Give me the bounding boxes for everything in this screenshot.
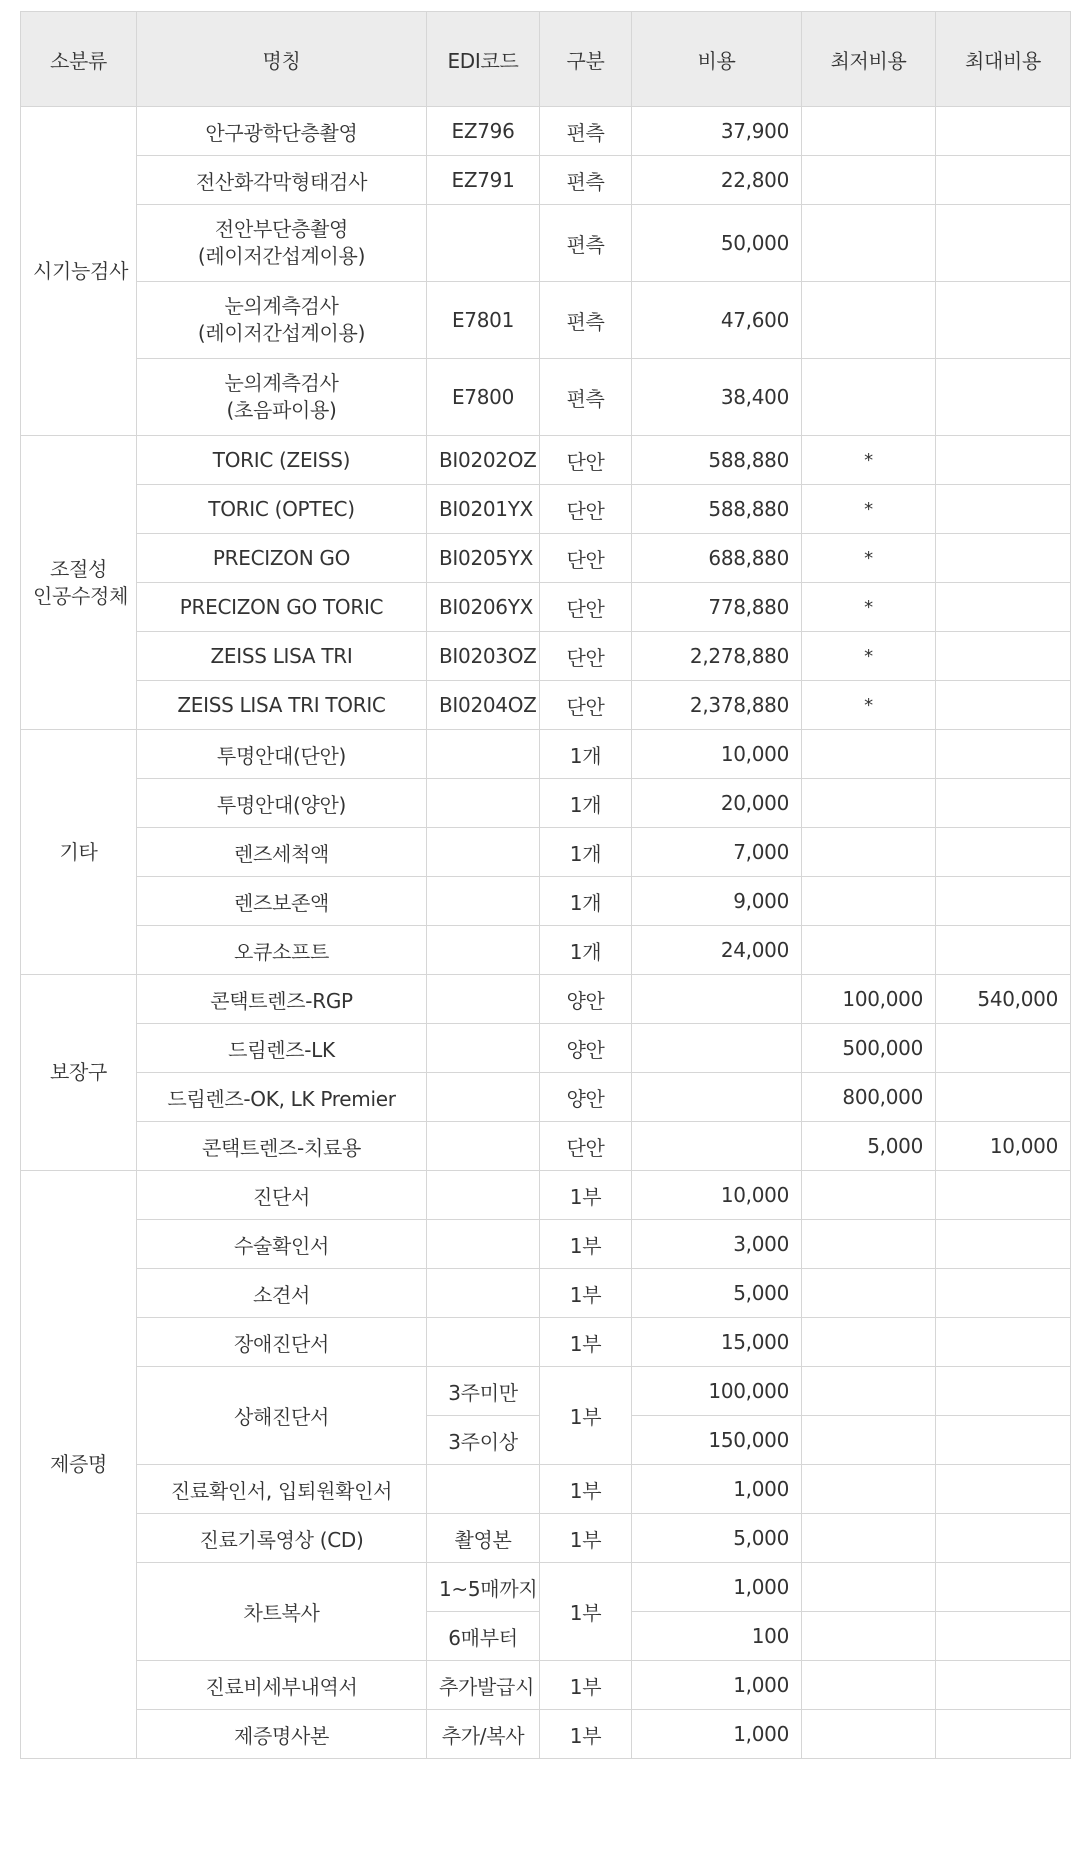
item-max-cost	[936, 1514, 1071, 1563]
item-cost: 1,000	[632, 1563, 802, 1612]
item-name-line2: (레이저간섭계이용)	[197, 321, 366, 345]
item-max-cost	[936, 282, 1071, 359]
item-min-cost	[802, 1269, 936, 1318]
item-name: 수술확인서	[137, 1220, 427, 1269]
item-max-cost: 10,000	[936, 1122, 1071, 1171]
category-toric-lens	[21, 436, 137, 730]
item-unit: 1부	[540, 1220, 632, 1269]
category-eye-exam: 시기능검사	[21, 107, 137, 436]
item-cost: 2,378,880	[632, 681, 802, 730]
item-max-cost	[936, 828, 1071, 877]
item-min-cost	[802, 1612, 936, 1661]
item-max-cost	[936, 1612, 1071, 1661]
item-cost: 1,000	[632, 1465, 802, 1514]
item-cost: 588,880	[632, 436, 802, 485]
item-cost: 778,880	[632, 583, 802, 632]
item-cost: 50,000	[632, 205, 802, 282]
item-max-cost	[936, 205, 1071, 282]
item-min-cost	[802, 828, 936, 877]
table-row	[21, 1465, 1071, 1514]
item-min-cost	[802, 1563, 936, 1612]
item-max-cost	[936, 1318, 1071, 1367]
item-cost: 688,880	[632, 534, 802, 583]
item-max-cost	[936, 926, 1071, 975]
item-max-cost	[936, 1710, 1071, 1759]
category-etc: 기타	[21, 730, 137, 975]
item-name	[137, 282, 427, 359]
item-unit: 편측	[540, 282, 632, 359]
table-row	[21, 877, 1071, 926]
item-min-cost	[802, 779, 936, 828]
table-row	[21, 1269, 1071, 1318]
header-max-cost: 최대비용	[936, 12, 1071, 107]
item-unit: 1개	[540, 877, 632, 926]
item-min-cost: *	[802, 485, 936, 534]
item-max-cost	[936, 1269, 1071, 1318]
item-name: 진료비세부내역서	[137, 1661, 427, 1710]
table-row	[21, 779, 1071, 828]
item-unit: 편측	[540, 359, 632, 436]
table-header	[21, 12, 1071, 107]
item-edi: BI0202OZ	[427, 436, 540, 485]
item-edi: EZ791	[427, 156, 540, 205]
item-name-line2: (초음파이용)	[226, 398, 337, 422]
item-edi	[427, 1024, 540, 1073]
item-unit: 1부	[540, 1269, 632, 1318]
item-max-cost	[936, 534, 1071, 583]
item-min-cost: 100,000	[802, 975, 936, 1024]
item-max-cost: 540,000	[936, 975, 1071, 1024]
item-cost: 1,000	[632, 1661, 802, 1710]
table-row	[21, 1710, 1071, 1759]
table-row	[21, 359, 1071, 436]
item-edi: 3주이상	[427, 1416, 540, 1465]
item-unit: 1부	[540, 1710, 632, 1759]
item-cost: 20,000	[632, 779, 802, 828]
item-name	[137, 205, 427, 282]
item-edi: 추가/복사	[427, 1710, 540, 1759]
item-name: 투명안대(양안)	[137, 779, 427, 828]
item-max-cost	[936, 1416, 1071, 1465]
item-max-cost	[936, 632, 1071, 681]
item-min-cost	[802, 926, 936, 975]
item-edi	[427, 877, 540, 926]
item-max-cost	[936, 359, 1071, 436]
item-cost: 100	[632, 1612, 802, 1661]
item-unit: 1부	[540, 1367, 632, 1465]
item-cost	[632, 1122, 802, 1171]
table-row	[21, 583, 1071, 632]
item-min-cost	[802, 359, 936, 436]
item-name: 진단서	[137, 1171, 427, 1220]
table-row	[21, 282, 1071, 359]
item-min-cost	[802, 107, 936, 156]
item-unit: 1개	[540, 779, 632, 828]
category-label-line1: 조절성	[49, 556, 108, 581]
item-min-cost: 500,000	[802, 1024, 936, 1073]
item-max-cost	[936, 1661, 1071, 1710]
item-name: 진료기록영상 (CD)	[137, 1514, 427, 1563]
table-row	[21, 1220, 1071, 1269]
item-unit: 양안	[540, 1073, 632, 1122]
item-unit: 단안	[540, 436, 632, 485]
table-row	[21, 1073, 1071, 1122]
item-name: 장애진단서	[137, 1318, 427, 1367]
item-name: 드림렌즈-OK, LK Premier	[137, 1073, 427, 1122]
item-cost: 47,600	[632, 282, 802, 359]
item-unit: 편측	[540, 156, 632, 205]
item-max-cost	[936, 1220, 1071, 1269]
table-row	[21, 1661, 1071, 1710]
item-cost: 100,000	[632, 1367, 802, 1416]
item-edi: 6매부터	[427, 1612, 540, 1661]
item-edi	[427, 779, 540, 828]
item-name: ZEISS LISA TRI TORIC	[137, 681, 427, 730]
table-row	[21, 1024, 1071, 1073]
table-row	[21, 975, 1071, 1024]
item-min-cost: *	[802, 436, 936, 485]
item-name: 렌즈세척액	[137, 828, 427, 877]
table-row	[21, 1171, 1071, 1220]
item-edi: BI0206YX	[427, 583, 540, 632]
item-max-cost	[936, 1367, 1071, 1416]
item-edi: 추가발급시	[427, 1661, 540, 1710]
table-row	[21, 828, 1071, 877]
table-row	[21, 681, 1071, 730]
item-min-cost	[802, 1367, 936, 1416]
item-min-cost	[802, 1220, 936, 1269]
item-cost	[632, 975, 802, 1024]
item-cost: 10,000	[632, 730, 802, 779]
item-unit: 단안	[540, 1122, 632, 1171]
item-name: 렌즈보존액	[137, 877, 427, 926]
table-row	[21, 205, 1071, 282]
item-min-cost	[802, 1661, 936, 1710]
item-unit: 단안	[540, 534, 632, 583]
header-category: 소분류	[21, 12, 137, 107]
header-edi-code: EDI코드	[427, 12, 540, 107]
item-edi	[427, 1269, 540, 1318]
item-min-cost	[802, 1171, 936, 1220]
item-name: 콘택트렌즈-치료용	[137, 1122, 427, 1171]
item-max-cost	[936, 583, 1071, 632]
item-name	[137, 359, 427, 436]
item-name-line1: 전안부단층촬영	[214, 217, 349, 241]
item-name: 오큐소프트	[137, 926, 427, 975]
fee-table	[20, 11, 1071, 1759]
header-unit: 구분	[540, 12, 632, 107]
item-cost	[632, 1024, 802, 1073]
item-name: TORIC (OPTEC)	[137, 485, 427, 534]
item-unit: 1부	[540, 1514, 632, 1563]
item-name: ZEISS LISA TRI	[137, 632, 427, 681]
item-unit: 1부	[540, 1661, 632, 1710]
item-cost: 5,000	[632, 1269, 802, 1318]
category-label-line2: 인공수정체	[33, 583, 129, 608]
item-edi	[427, 1465, 540, 1514]
item-edi	[427, 1122, 540, 1171]
item-edi: 3주미만	[427, 1367, 540, 1416]
item-name: 제증명사본	[137, 1710, 427, 1759]
item-min-cost	[802, 877, 936, 926]
item-cost: 7,000	[632, 828, 802, 877]
item-cost: 22,800	[632, 156, 802, 205]
item-cost: 150,000	[632, 1416, 802, 1465]
item-name-line1: 눈의계측검사	[224, 294, 339, 318]
category-certificate: 제증명	[21, 1171, 137, 1759]
item-unit: 단안	[540, 681, 632, 730]
item-edi	[427, 1318, 540, 1367]
item-name: 소견서	[137, 1269, 427, 1318]
fee-table-container	[20, 11, 1070, 1759]
item-min-cost	[802, 1416, 936, 1465]
item-cost: 5,000	[632, 1514, 802, 1563]
item-unit: 1개	[540, 828, 632, 877]
item-unit: 양안	[540, 1024, 632, 1073]
item-unit: 단안	[540, 632, 632, 681]
item-max-cost	[936, 436, 1071, 485]
item-min-cost: *	[802, 681, 936, 730]
item-unit: 1부	[540, 1318, 632, 1367]
item-edi	[427, 828, 540, 877]
item-min-cost	[802, 205, 936, 282]
item-min-cost	[802, 282, 936, 359]
item-name: PRECIZON GO	[137, 534, 427, 583]
item-min-cost	[802, 1465, 936, 1514]
item-max-cost	[936, 779, 1071, 828]
table-row	[21, 1318, 1071, 1367]
item-edi	[427, 975, 540, 1024]
item-cost: 37,900	[632, 107, 802, 156]
item-unit: 편측	[540, 107, 632, 156]
item-edi: 1~5매까지	[427, 1563, 540, 1612]
item-max-cost	[936, 1024, 1071, 1073]
header-row	[21, 12, 1071, 107]
item-name: TORIC (ZEISS)	[137, 436, 427, 485]
table-row	[21, 1122, 1071, 1171]
item-name: 상해진단서	[137, 1367, 427, 1465]
item-unit: 1부	[540, 1171, 632, 1220]
item-cost: 2,278,880	[632, 632, 802, 681]
table-row	[21, 632, 1071, 681]
item-min-cost	[802, 730, 936, 779]
item-cost: 38,400	[632, 359, 802, 436]
item-edi	[427, 205, 540, 282]
item-edi: BI0204OZ	[427, 681, 540, 730]
item-max-cost	[936, 730, 1071, 779]
item-min-cost: *	[802, 583, 936, 632]
item-name: 차트복사	[137, 1563, 427, 1661]
item-max-cost	[936, 877, 1071, 926]
item-cost: 3,000	[632, 1220, 802, 1269]
item-unit: 1개	[540, 926, 632, 975]
item-unit: 1개	[540, 730, 632, 779]
item-max-cost	[936, 1465, 1071, 1514]
item-min-cost	[802, 1318, 936, 1367]
item-edi: BI0203OZ	[427, 632, 540, 681]
item-edi: BI0205YX	[427, 534, 540, 583]
item-name: 드림렌즈-LK	[137, 1024, 427, 1073]
item-cost: 9,000	[632, 877, 802, 926]
item-max-cost	[936, 681, 1071, 730]
item-unit: 편측	[540, 205, 632, 282]
item-edi: 촬영본	[427, 1514, 540, 1563]
item-name: 콘택트렌즈-RGP	[137, 975, 427, 1024]
item-edi	[427, 1171, 540, 1220]
table-row	[21, 156, 1071, 205]
table-row	[21, 436, 1071, 485]
item-min-cost: *	[802, 632, 936, 681]
item-min-cost	[802, 1514, 936, 1563]
item-max-cost	[936, 1563, 1071, 1612]
item-edi	[427, 730, 540, 779]
item-unit: 단안	[540, 485, 632, 534]
item-name: 투명안대(단안)	[137, 730, 427, 779]
item-min-cost: *	[802, 534, 936, 583]
table-row	[21, 1514, 1071, 1563]
item-max-cost	[936, 1171, 1071, 1220]
item-edi	[427, 1073, 540, 1122]
item-max-cost	[936, 1073, 1071, 1122]
item-cost	[632, 1073, 802, 1122]
item-min-cost	[802, 1710, 936, 1759]
table-row	[21, 1367, 1071, 1416]
item-name: 진료확인서, 입퇴원확인서	[137, 1465, 427, 1514]
table-row	[21, 485, 1071, 534]
item-cost: 24,000	[632, 926, 802, 975]
table-row	[21, 730, 1071, 779]
header-cost: 비용	[632, 12, 802, 107]
item-cost: 588,880	[632, 485, 802, 534]
item-min-cost: 800,000	[802, 1073, 936, 1122]
item-unit: 1부	[540, 1563, 632, 1661]
table-row	[21, 107, 1071, 156]
item-max-cost	[936, 485, 1071, 534]
item-name: 안구광학단층촬영	[137, 107, 427, 156]
item-cost: 10,000	[632, 1171, 802, 1220]
category-appliance: 보장구	[21, 975, 137, 1171]
item-edi: E7800	[427, 359, 540, 436]
table-body	[21, 107, 1071, 1759]
item-unit: 1부	[540, 1465, 632, 1514]
item-name: PRECIZON GO TORIC	[137, 583, 427, 632]
item-min-cost	[802, 156, 936, 205]
table-row	[21, 534, 1071, 583]
table-row	[21, 926, 1071, 975]
item-cost: 15,000	[632, 1318, 802, 1367]
header-min-cost: 최저비용	[802, 12, 936, 107]
item-max-cost	[936, 107, 1071, 156]
header-name: 명칭	[137, 12, 427, 107]
item-edi: BI0201YX	[427, 485, 540, 534]
item-edi	[427, 926, 540, 975]
item-unit: 양안	[540, 975, 632, 1024]
item-name-line1: 눈의계측검사	[224, 371, 339, 395]
item-min-cost: 5,000	[802, 1122, 936, 1171]
item-name: 전산화각막형태검사	[137, 156, 427, 205]
table-row	[21, 1563, 1071, 1612]
item-max-cost	[936, 156, 1071, 205]
item-edi: E7801	[427, 282, 540, 359]
item-unit: 단안	[540, 583, 632, 632]
item-cost: 1,000	[632, 1710, 802, 1759]
item-name-line2: (레이저간섭계이용)	[197, 244, 366, 268]
item-edi: EZ796	[427, 107, 540, 156]
item-edi	[427, 1220, 540, 1269]
